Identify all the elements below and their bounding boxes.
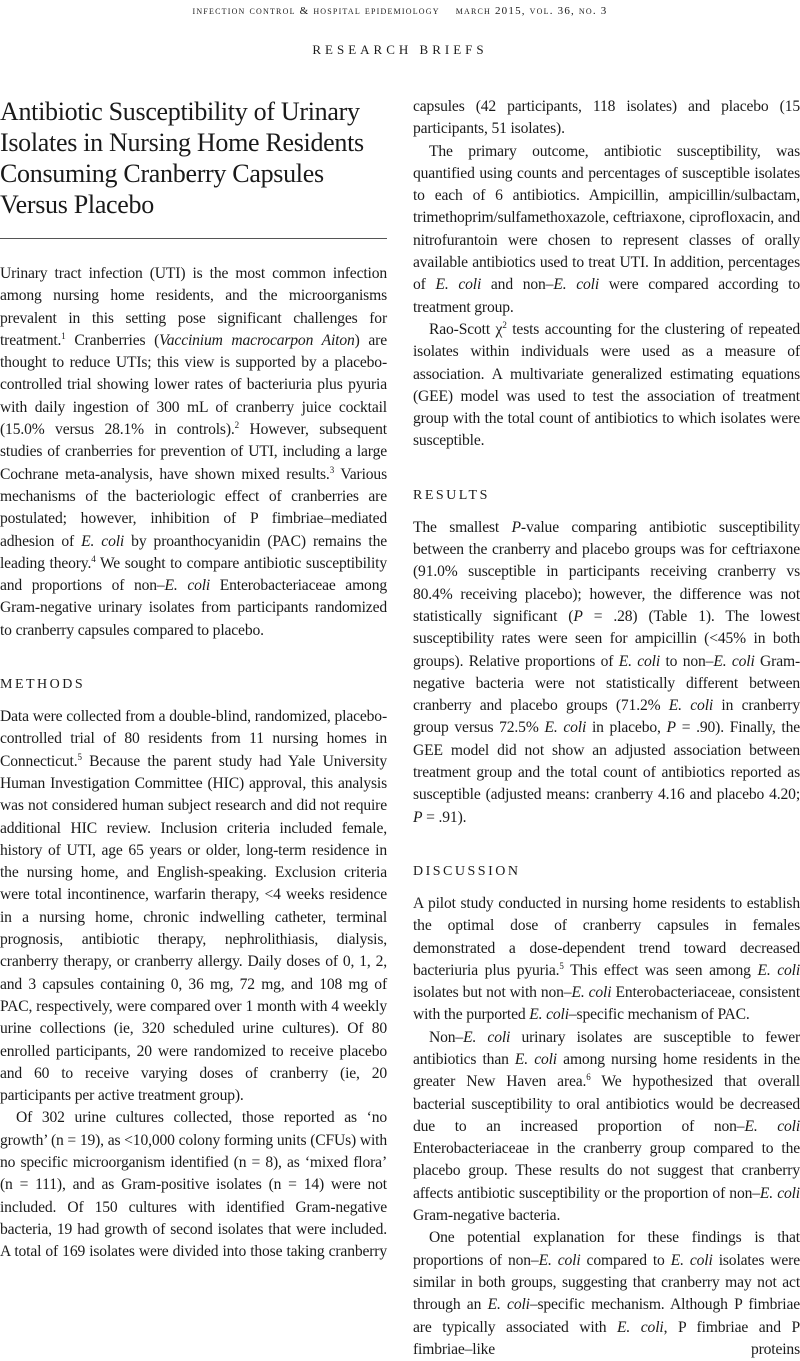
italic-term: E. coli — [529, 1006, 569, 1024]
text-run: capsules (42 participants, 118 isolates) and placebo (15 participants, 51 isolates). — [413, 98, 800, 138]
article-title: Antibiotic Susceptibility of Urinary Isolates in Nursing Home Residents Consuming Cranberry Capsules Versus Placebo — [0, 97, 364, 219]
text-run: tests accounting for the clustering of repeated isolates within individuals were used as a measure of association. A multivariate generalized estimating equations (GEE) model was used to test the association of treatment group with the total count of antibiotics to which isolates were susceptible. — [413, 320, 800, 450]
italic-term: E. coli — [463, 1028, 511, 1046]
heading-methods: METHODS — [0, 677, 86, 693]
text-run: = .28) (Table 1). The lowest susceptibility rates were seen for ampicillin (<45% in both groups). Relative proportions of — [413, 607, 800, 670]
text-run: ) are thought to reduce UTIs; this view is supported by a placebo-controlled trial showing lower rates of bacteriuria plus pyuria with daily ingestion of 300 mL of cranberry juice cocktail (15.0% versus 28.1% in controls). — [0, 331, 387, 439]
italic-term: P — [511, 518, 521, 536]
intro-paragraphs — [0, 263, 387, 642]
methods-cont-paragraphs — [413, 96, 800, 453]
text-run: Cranberries ( — [65, 331, 160, 349]
text-run: were compared according to treatment group. — [413, 276, 800, 316]
text-run: The primary outcome, antibiotic susceptibility, was quantified using counts and percentages of susceptible isolates to each of 6 antibiotics. Ampicillin, ampicillin/sulbactam, trimethoprim/sulfamethoxazole, ceftriaxone, ciprofloxacin, and nitrofurantoin were chosen to represent classes of orally available antibiotics used to treat UTI. In addition, percentages of — [413, 142, 800, 294]
italic-term: E. coli — [571, 984, 612, 1002]
text-run: among nursing home residents in the greater New Haven area. — [413, 1050, 800, 1091]
discussion-paragraphs — [413, 893, 800, 1361]
italic-term: E. coli — [544, 719, 587, 737]
text-run: Because the parent study had Yale University Human Investigation Committee (HIC) approval, this analysis was not considered human subject research and did not require additional HIC review. Inclusion criteria included female, history of UTI, age 65 years or older, long-term residence in the nursing home, and English-speaking. Exclusion criteria were total incontinence, warfarin therapy, <4 weeks residence in a nursing home, chronic indwelling catheter, terminal prognosis, antibiotic therapy, nephrolithiasis, dialysis, cranberry therapy, or cranberry allergy. Daily doses of 0, 1, 2, and 3 capsules containing 0, 36 mg, 72 mg, and 108 mg of PAC, respectively, were compared over 1 month with 4 weekly urine collections (ie, 320 scheduled urine cultures). Of 80 enrolled participants, 20 were randomized to receive placebo and 60 to receive varying doses of cranberry (ie, 20 participants per active treatment group). — [0, 752, 387, 1105]
italic-term: P — [666, 719, 676, 737]
text-run: Various mechanisms of the bacteriologic effect of cranberries are postulated; however, inhibition of P fimbriae–mediated adhesion of — [0, 465, 387, 550]
text-run: We sought to compare antibiotic susceptibility and proportions of non– — [0, 554, 387, 595]
heading-discussion: DISCUSSION — [413, 863, 521, 879]
italic-term: E. coli — [670, 1251, 713, 1269]
article-body — [0, 96, 800, 1361]
italic-term: E. coli — [538, 1251, 581, 1269]
paragraph — [413, 141, 800, 319]
reference-citation: 2 — [502, 319, 507, 330]
reference-citation: 6 — [586, 1072, 591, 1083]
text-run: Enterobacteriaceae in the cranberry group compared to the placebo group. These results do not suggest that cranberry affects antibiotic susceptibility or the proportion of non– — [413, 1140, 800, 1202]
italic-term: P — [573, 607, 583, 625]
paragraph — [413, 319, 800, 453]
text-run: to non– — [660, 652, 714, 670]
text-run: Enterobacteriaceae, consistent with the purported — [413, 984, 800, 1024]
text-run: This effect was seen among — [563, 961, 758, 979]
text-run: A pilot study conducted in nursing home residents to establish the optimal dose of cranberry capsules in females demonstrated a dose-dependent trend toward decreased bacteriuria plus pyuria. — [413, 894, 800, 979]
text-run: Non– — [429, 1028, 464, 1046]
title-divider — [0, 238, 387, 239]
text-run: Gram-negative bacteria were not statistically different between cranberry and placebo groups (71.2% — [413, 652, 800, 715]
italic-term: E. coli — [164, 577, 211, 595]
italic-term: P — [413, 808, 423, 826]
section-label: RESEARCH BRIEFS — [312, 42, 488, 57]
text-run: –specific mechanism of PAC. — [568, 1006, 750, 1024]
italic-term: E. coli — [514, 1050, 557, 1068]
methods-paragraphs — [0, 706, 387, 1263]
reference-citation: 3 — [329, 464, 335, 475]
methods-section — [0, 706, 387, 1263]
text-run: Data were collected from a double-blind, randomized, placebo-controlled trial of 80 residents from 11 nursing homes in Connecticut. — [0, 708, 387, 770]
reference-citation: 2 — [234, 420, 239, 431]
results-paragraphs — [413, 517, 800, 829]
running-header — [0, 0, 800, 18]
reference-citation: 5 — [77, 751, 82, 762]
italic-term: Vaccinium macrocarpon Aiton — [159, 331, 355, 349]
italic-term: E. coli — [553, 276, 599, 294]
italic-term: E. coli — [757, 961, 800, 979]
text-run: in placebo, — [586, 719, 667, 737]
intro-section — [0, 263, 387, 642]
reference-citation: 4 — [91, 553, 96, 564]
paragraph — [413, 1227, 800, 1361]
italic-term: E. coli — [487, 1296, 530, 1314]
methods-continued — [413, 96, 800, 453]
text-run: –specific mechanism. Although P fimbriae are typically associated with — [413, 1296, 800, 1336]
right-column — [413, 96, 800, 1361]
paragraph — [413, 893, 800, 1027]
text-run: compared to — [580, 1251, 671, 1269]
heading-results: RESULTS — [413, 487, 490, 503]
italic-term: E. coli — [435, 276, 482, 294]
text-run: = .90). Finally, the GEE model did not show an adjusted association between treatment group and the total count of antibiotics reported as susceptible (adjusted means: cranberry 4.16 and placebo 4.20; — [413, 719, 800, 804]
italic-term: E. coli — [617, 1318, 664, 1336]
paragraph — [0, 263, 387, 642]
text-run: Enterobacteriaceae among Gram-negative urinary isolates from participants randomized to cranberry capsules compared to placebo. — [0, 577, 387, 639]
paragraph — [413, 517, 800, 829]
text-run: urinary isolates are susceptible to fewer antibiotics than — [413, 1028, 800, 1068]
reference-citation: 1 — [61, 330, 66, 341]
text-run: = .91). — [422, 808, 467, 826]
text-run: We hypothesized that overall bacterial susceptibility to oral antibiotics would be decreased due to an increased proportion of non– — [413, 1073, 800, 1135]
text-run: Of 302 urine cultures collected, those reported as ‘no growth’ (n = 19), as <10,000 colony forming units (CFUs) with no specific microorganism identified (n = 8), as ‘mixed flora’ (n = 111), and as Gram-positive isolates (n = 14) were not included. Of 150 cultures with identified Gram-negative bacteria, 19 had growth of second isolates that were included. A total of 169 isolates were divided into those taking cranberry — [0, 1109, 387, 1261]
text-run: isolates but not with non– — [413, 984, 572, 1002]
journal-name: infection control & hospital epidemiology — [192, 5, 440, 17]
italic-term: E. coli — [618, 652, 661, 670]
text-run: However, subsequent studies of cranberries for prevention of UTI, including a large Cochrane meta-analysis, have shown mixed results. — [0, 421, 387, 483]
text-run: Urinary tract infection (UTI) is the most common infection among nursing home residents, and the microorganisms prevalent in this setting pose significant challenges for treatment. — [0, 265, 387, 349]
text-run: Gram-negative bacteria. — [413, 1207, 561, 1225]
paragraph — [0, 706, 387, 1107]
text-run: The smallest — [413, 518, 512, 536]
paragraph — [0, 1107, 387, 1263]
issue-info: march 2015, vol. 36, no. 3 — [455, 5, 608, 17]
paragraph — [413, 96, 800, 141]
text-run: , P fimbriae and P fimbriae–like proteins — [413, 1318, 800, 1358]
italic-term: E. coli — [668, 697, 714, 715]
discussion-section — [413, 893, 800, 1361]
reference-citation: 5 — [559, 960, 564, 971]
text-run: in cranberry group versus 72.5% — [413, 697, 800, 737]
text-run: -value comparing antibiotic susceptibility between the cranberry and placebo groups was for ceftriaxone (91.0% susceptible in participants receiving cranberry vs 80.4% receiving placebo); however, the difference was not statistically significant ( — [413, 518, 800, 625]
italic-term: E. coli — [713, 652, 755, 670]
results-section — [413, 517, 800, 829]
italic-term: E. coli — [744, 1117, 800, 1135]
text-run: One potential explanation for these findings is that proportions of non– — [413, 1229, 800, 1269]
text-run: and non– — [481, 276, 554, 294]
left-column — [0, 96, 387, 1263]
italic-term: E. coli — [759, 1184, 800, 1202]
text-run: Rao-Scott χ — [429, 320, 503, 338]
text-run: by proanthocyanidin (PAC) remains the leading theory. — [0, 532, 387, 572]
italic-term: E. coli — [81, 532, 125, 550]
text-run: isolates were similar in both groups, suggesting that cranberry may not act through an — [413, 1251, 800, 1314]
paragraph — [413, 1027, 800, 1228]
